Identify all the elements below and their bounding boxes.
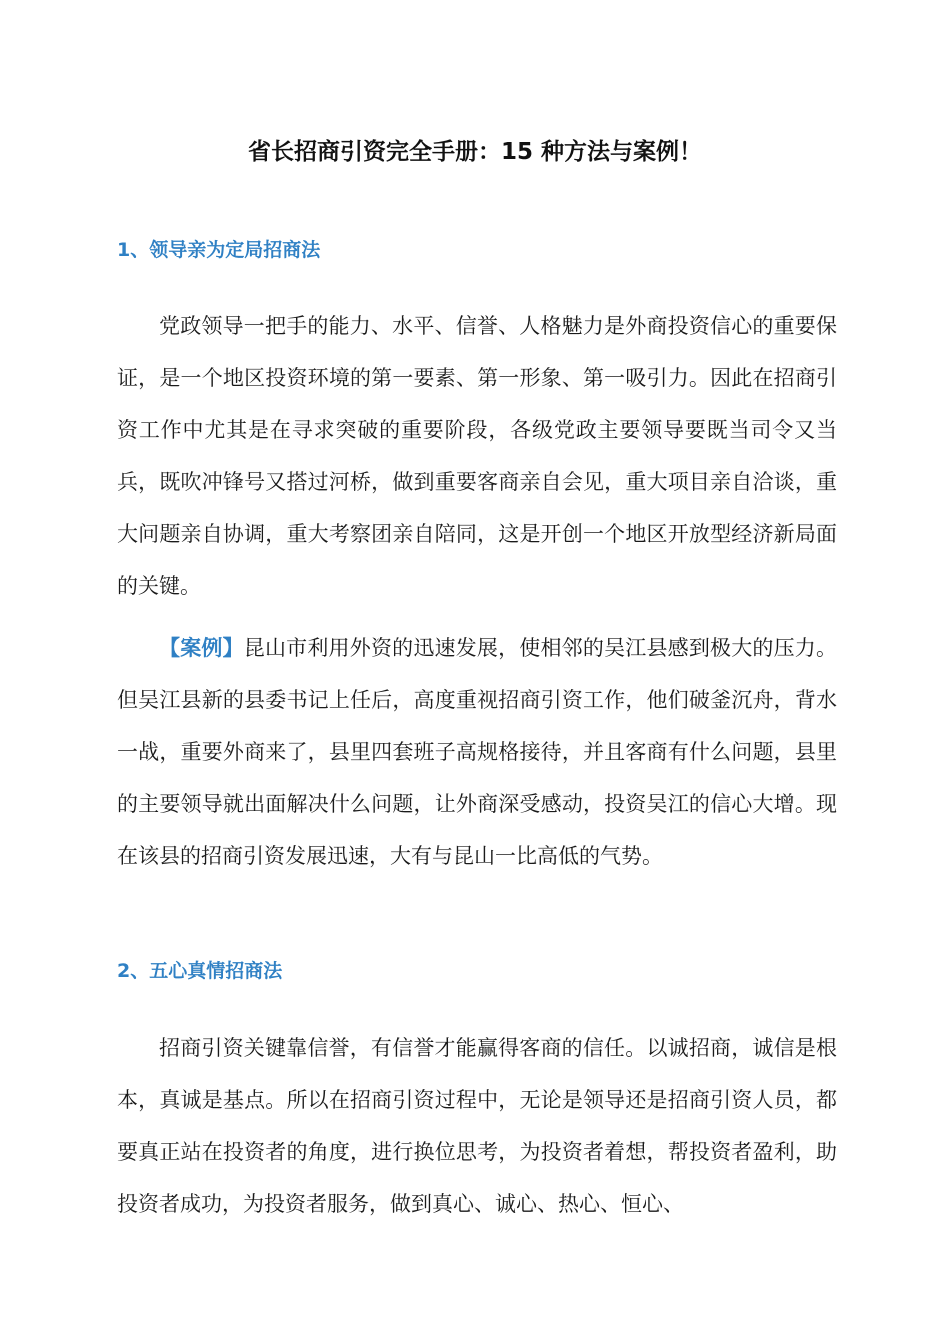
section-2-heading: 2、五心真情招商法 [117,960,283,982]
section-1-case [117,622,837,882]
case-label: 【案例】 [159,636,244,660]
document-title: 省长招商引资完全手册：15 种方法与案例！ [247,139,702,165]
section-1-paragraph: 党政领导一把手的能力、水平、信誉、人格魅力是外商投资信心的重要保证，是一个地区投资环境的第一要素、第一形象、第一吸引力。因此在招商引资工作中尤其是在寻求突破的重要阶段，各级党政主要领导要既当司令又当兵，既吹冲锋号又搭过河桥，做到重要客商亲自会见，重大项目亲自洽谈，重大问题亲自协调，重大考察团亲自陪同，这是开创一个地区开放型经济新局面的关键。 [117,314,837,598]
section-1-heading: 1、领导亲为定局招商法 [117,239,321,261]
section-2-paragraph: 招商引资关键靠信誉，有信誉才能赢得客商的信任。以诚招商，诚信是根本，真诚是基点。所以在招商引资过程中，无论是领导还是招商引资人员，都要真正站在投资者的角度，进行换位思考，为投资者着想，帮投资者盈利，助投资者成功，为投资者服务，做到真心、诚心、热心、恒心、 [117,1036,837,1216]
case-text: 昆山市利用外资的迅速发展，使相邻的吴江县感到极大的压力。但吴江县新的县委书记上任后，高度重视招商引资工作，他们破釜沉舟，背水一战，重要外商来了，县里四套班子高规格接待，并且客商有什么问题，县里的主要领导就出面解决什么问题，让外商深受感动，投资吴江的信心大增。现在该县的招商引资发展迅速，大有与昆山一比高低的气势。 [117,636,838,868]
